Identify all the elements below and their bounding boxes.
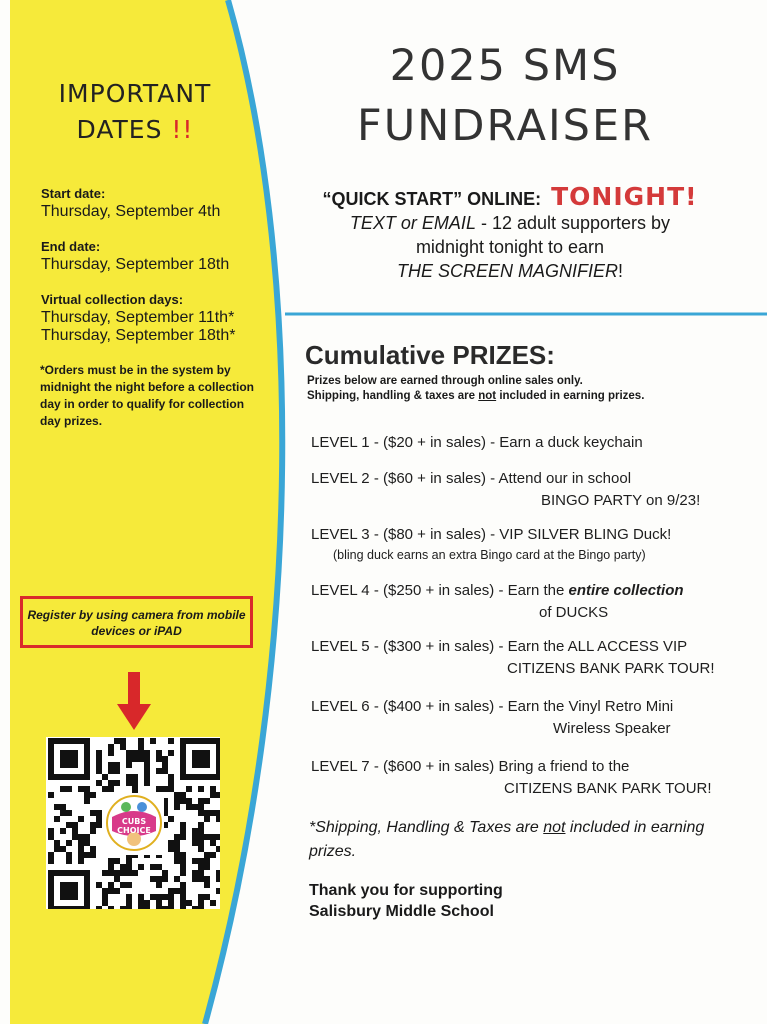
start-date-label: Start date: [41, 186, 106, 201]
level-1: LEVEL 1 - ($20 + in sales) - Earn a duck keychain [311, 434, 643, 451]
qr-code[interactable] [46, 737, 220, 909]
level-2: LEVEL 2 - ($60 + in sales) - Attend our in school BINGO PARTY on 9/23! [311, 470, 701, 509]
important-dates-heading: IMPORTANT DATES !! [58, 79, 212, 144]
virtual-days-label: Virtual collection days: [41, 292, 184, 307]
register-box: Register by using camera from mobile devices or iPAD [20, 596, 253, 648]
quick-start-heading: “QUICK START” ONLINE: [322, 189, 542, 209]
prizes-heading: Cumulative PRIZES: [305, 340, 555, 370]
tonight-badge: TONIGHT! [551, 182, 698, 211]
end-date-label: End date: [41, 239, 101, 254]
level-3: LEVEL 3 - ($80 + in sales) - VIP SILVER BLING Duck! (bling duck earns an extra Bingo card at the Bingo party) [311, 526, 672, 562]
level-4: LEVEL 4 - ($250 + in sales) - Earn the entire collection of DUCKS [311, 582, 684, 621]
level-5: LEVEL 5 - ($300 + in sales) - Earn the ALL ACCESS VIP CITIZENS BANK PARK TOUR! [311, 638, 715, 677]
cubs-choice-logo [106, 795, 162, 851]
shipping-footnote: *Shipping, Handling & Taxes are not included in earning prizes. [309, 819, 705, 860]
quick-start-section: “QUICK START” ONLINE: TONIGHT! TEXT or EMAIL - 12 adult supporters by midnight tonight to earn THE SCREEN MAGNIFIER! [322, 182, 698, 281]
thank-you-note: Thank you for supporting Salisbury Middle School [309, 882, 503, 920]
start-date-value: Thursday, September 4th [41, 203, 221, 220]
prizes-subtext: Prizes below are earned through online sales only. Shipping, handling & taxes are not included in earning prizes. [307, 375, 645, 402]
level-7: LEVEL 7 - ($600 + in sales) Bring a friend to the CITIZENS BANK PARK TOUR! [311, 758, 712, 797]
virtual-day-2: Thursday, September 18th* [41, 327, 236, 344]
collection-note: *Orders must be in the system by midnight the night before a collection day in order to qualify for collection day prizes. [40, 363, 255, 428]
level-6: LEVEL 6 - ($400 + in sales) - Earn the Vinyl Retro Mini Wireless Speaker [311, 698, 674, 737]
end-date-value: Thursday, September 18th [41, 256, 230, 273]
virtual-day-1: Thursday, September 11th* [41, 309, 235, 326]
down-arrow-icon [117, 672, 151, 730]
logo-text: CUBS CHOICE [117, 817, 151, 835]
page-title: 2025 SMS FUNDRAISER [356, 41, 654, 151]
